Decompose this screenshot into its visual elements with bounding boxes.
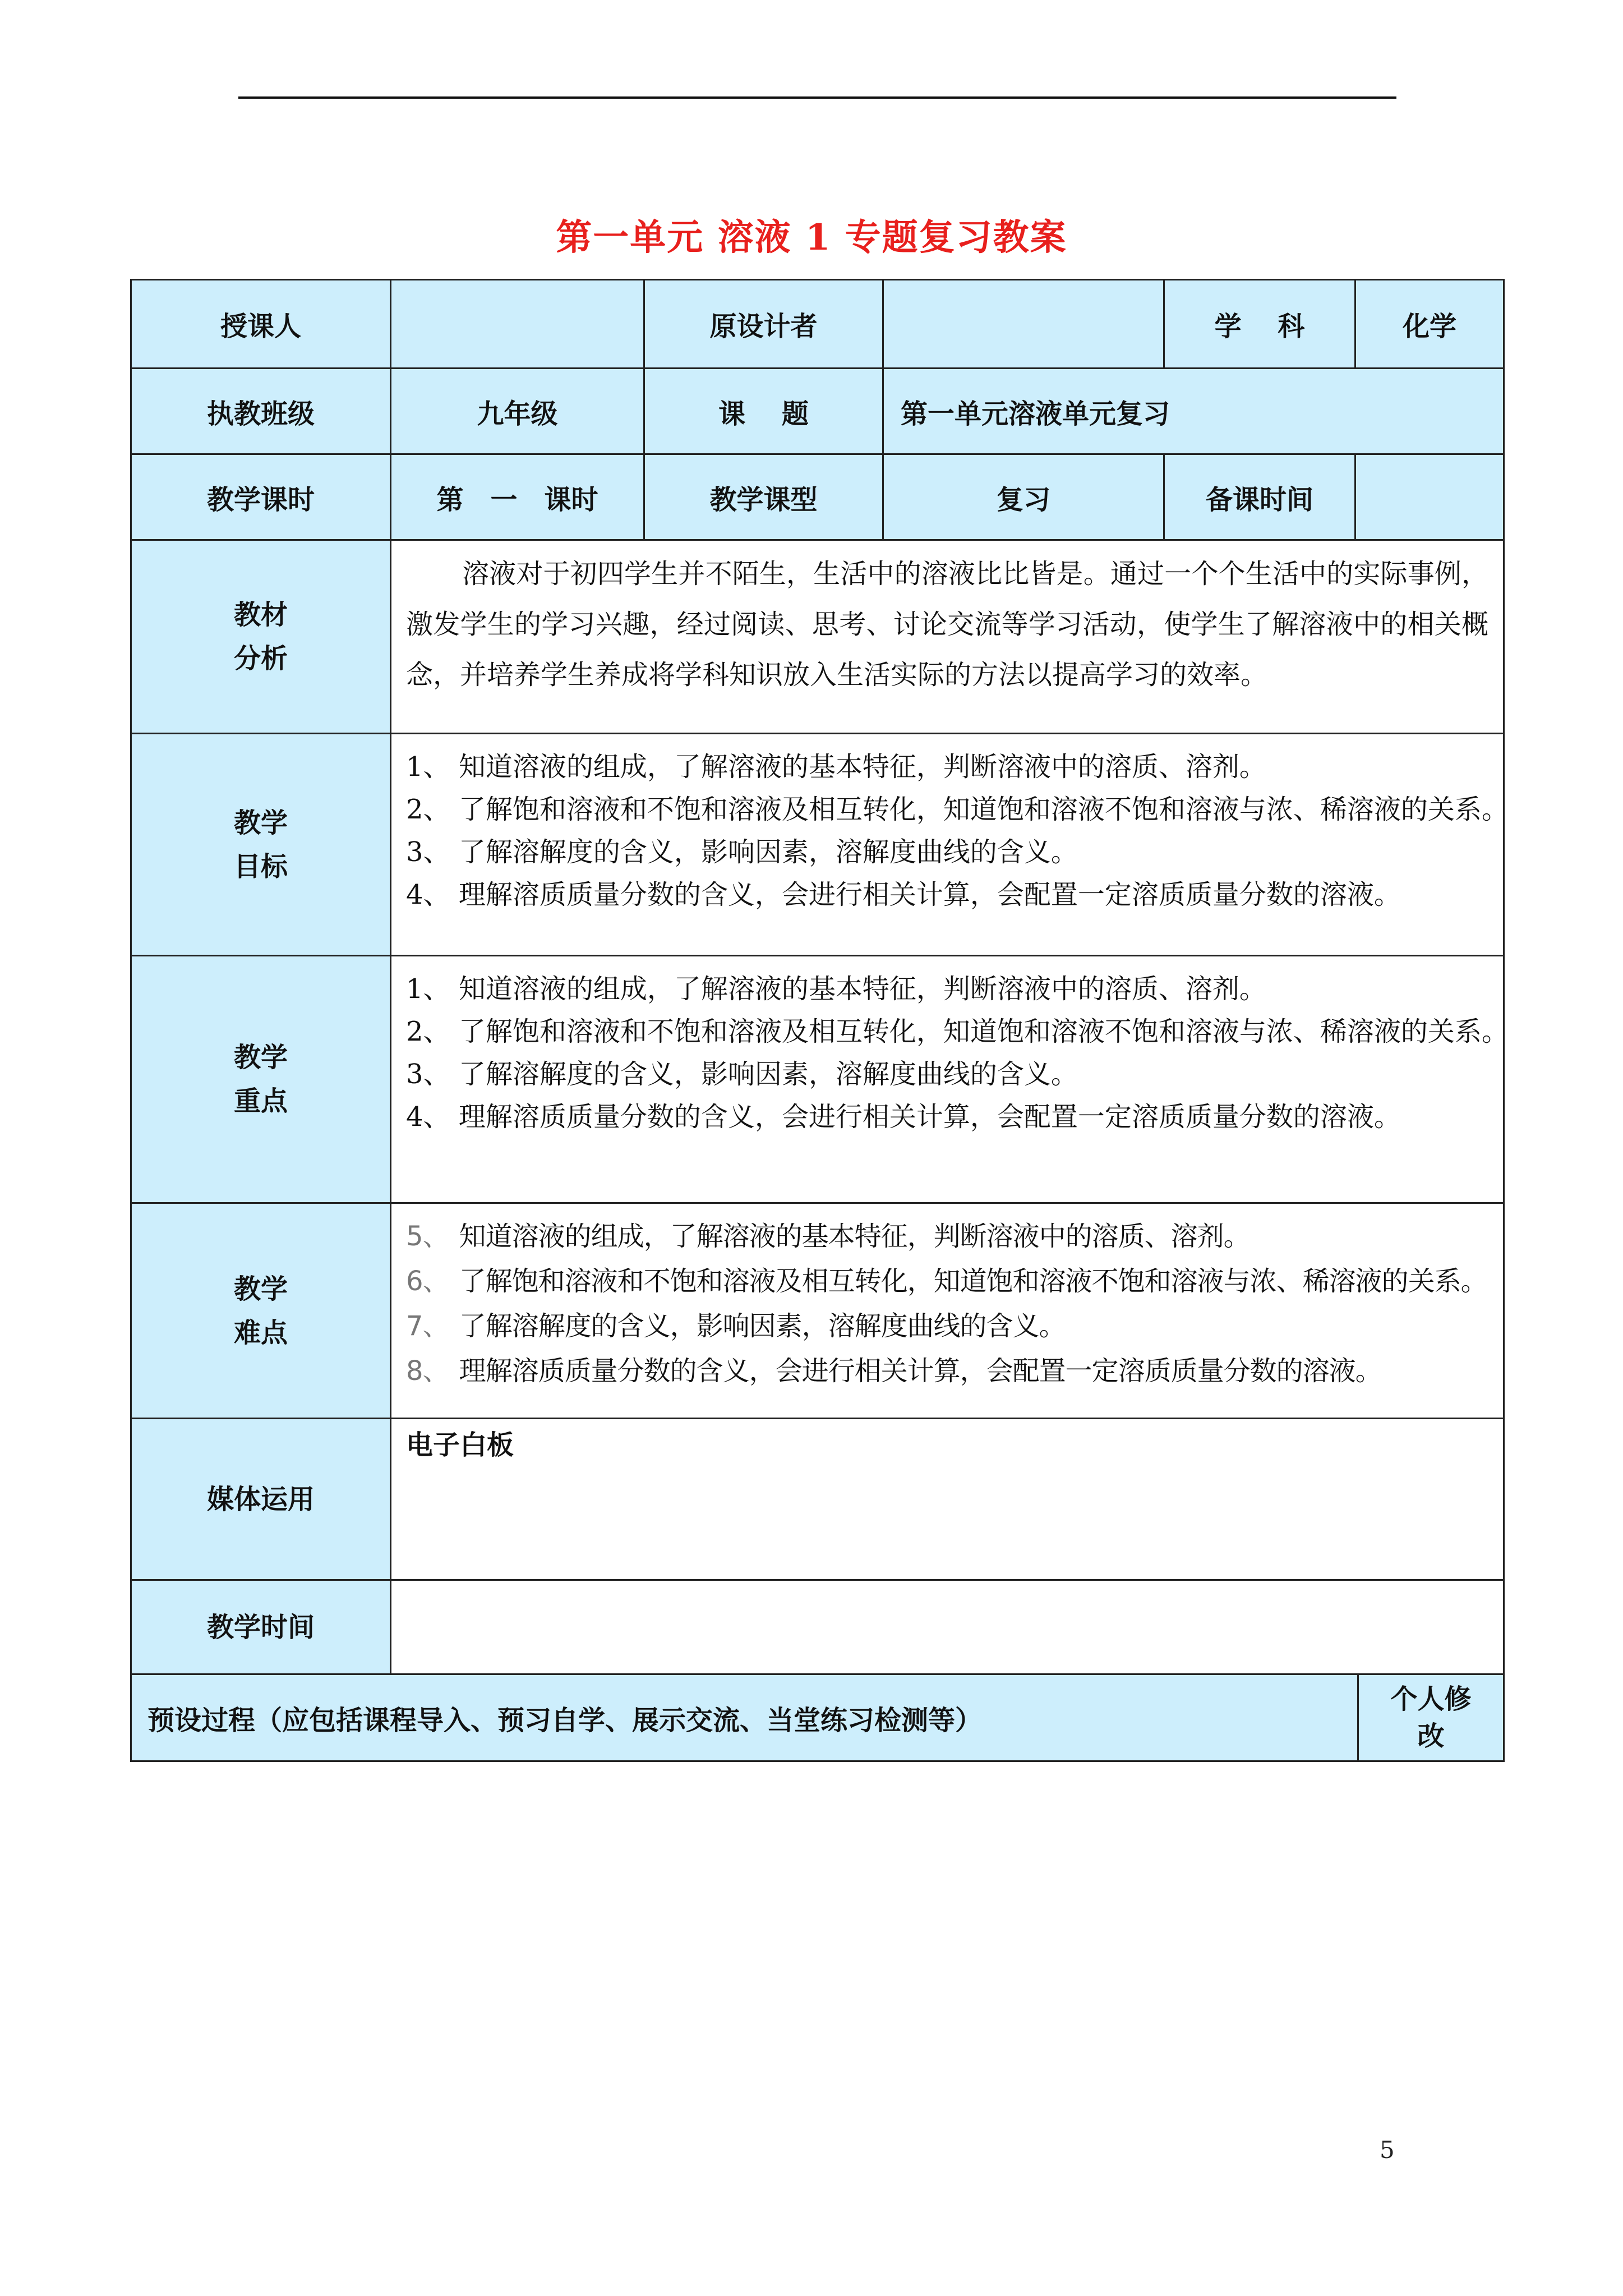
- key-points-label-line-1: 教学: [234, 1042, 288, 1073]
- media-label: 媒体运用: [131, 1419, 391, 1580]
- header-rule: [238, 96, 1396, 99]
- key-points-label-line-2: 重点: [234, 1085, 288, 1117]
- difficulties-label-line-1: 教学: [234, 1273, 288, 1305]
- goals-row: [131, 734, 1504, 956]
- key-points-content: [391, 956, 1509, 1203]
- prep-time-label: 备课时间: [1164, 454, 1355, 540]
- difficulty-number: 8、: [406, 1355, 449, 1387]
- material-label: [131, 540, 391, 734]
- difficulties-row: [131, 1203, 1504, 1419]
- material-content: [391, 540, 1504, 734]
- difficulty-text: 理解溶质质量分数的含义，会进行相关计算，会配置一定溶质质量分数的溶液。: [459, 1355, 1382, 1387]
- document-title: 第一单元 溶液 1 专题复习教案: [556, 217, 1067, 259]
- subject-value: 化学: [1355, 280, 1504, 369]
- teacher-value: [391, 280, 644, 369]
- material-row: [131, 540, 1504, 734]
- header-row-3: [131, 454, 1504, 540]
- material-text: 溶液对于初四学生并不陌生，生活中的溶液比比皆是。通过一个个生活中的实际事例，激发学生的学习兴趣，经过阅读、思考、讨论交流等学习活动，使学生了解溶液中的相关概念，并培养学生养成将学科知识放入生活实际的方法以提高学习的效率。: [406, 558, 1489, 691]
- designer-label: 原设计者: [644, 280, 883, 369]
- goal-item: 2、 了解饱和溶液和不饱和溶液及相互转化，知道饱和溶液不饱和溶液与浓、稀溶液的关系。: [406, 794, 1509, 825]
- revise-label: [1358, 1674, 1504, 1761]
- period-label: 教学课时: [131, 454, 391, 540]
- difficulty-text: 知道溶液的组成，了解溶液的基本特征，判断溶液中的溶质、溶剂。: [459, 1221, 1250, 1252]
- difficulty-text: 了解饱和溶液和不饱和溶液及相互转化，知道饱和溶液不饱和溶液与浓、稀溶液的关系。: [459, 1266, 1487, 1297]
- revise-label-line-1: 个人修: [1390, 1683, 1472, 1715]
- media-row: [131, 1419, 1504, 1580]
- difficulty-item: [406, 1259, 1488, 1304]
- difficulty-item: [406, 1214, 1488, 1259]
- time-label: 教学时间: [131, 1580, 391, 1674]
- goals-label: [131, 734, 391, 956]
- process-row: [131, 1674, 1504, 1761]
- class-value: 九年级: [391, 369, 644, 454]
- topic-label: 课 题: [644, 369, 883, 454]
- time-value: [391, 1580, 1504, 1674]
- header-row-1: [131, 280, 1504, 369]
- header-row-2: [131, 369, 1504, 454]
- goal-item: 4、 理解溶质质量分数的含义，会进行相关计算，会配置一定溶质质量分数的溶液。: [406, 879, 1401, 910]
- difficulty-text: 了解溶解度的含义，影响因素，溶解度曲线的含义。: [459, 1310, 1066, 1342]
- media-value: 电子白板: [391, 1419, 1504, 1580]
- material-label-line-1: 教材: [234, 599, 288, 631]
- difficulty-number: 7、: [406, 1310, 449, 1342]
- difficulties-content: [391, 1203, 1504, 1419]
- class-label: 执教班级: [131, 369, 391, 454]
- subject-label: 学 科: [1164, 280, 1355, 369]
- key-point-item: 1、 知道溶液的组成，了解溶液的基本特征，判断溶液中的溶质、溶剂。: [406, 973, 1266, 1005]
- teacher-label: 授课人: [131, 280, 391, 369]
- lesson-type-value: 复习: [883, 454, 1164, 540]
- difficulties-label: [131, 1203, 391, 1419]
- key-points-row: [131, 956, 1504, 1203]
- difficulties-label-line-2: 难点: [234, 1317, 288, 1349]
- material-label-line-2: 分析: [234, 643, 288, 674]
- goal-item: 3、 了解溶解度的含义，影响因素，溶解度曲线的含义。: [406, 836, 1078, 868]
- difficulty-item: [406, 1304, 1488, 1349]
- goals-label-line-1: 教学: [234, 807, 288, 839]
- key-point-item: 2、 了解饱和溶液和不饱和溶液及相互转化，知道饱和溶液不饱和溶液与浓、稀溶液的关系。: [406, 1016, 1509, 1047]
- period-value: 第 一 课时: [391, 454, 644, 540]
- prep-time-value: [1355, 454, 1504, 540]
- key-point-item: 4、 理解溶质质量分数的含义，会进行相关计算，会配置一定溶质质量分数的溶液。: [406, 1101, 1401, 1133]
- time-row: [131, 1580, 1504, 1674]
- process-label: 预设过程（应包括课程导入、预习自学、展示交流、当堂练习检测等）: [131, 1674, 1358, 1761]
- difficulty-item: [406, 1349, 1488, 1393]
- revise-label-line-2: 改: [1417, 1720, 1445, 1752]
- designer-value: [883, 280, 1164, 369]
- page-number: 5: [1380, 2136, 1395, 2164]
- difficulty-number: 5、: [406, 1221, 449, 1252]
- difficulty-number: 6、: [406, 1266, 449, 1297]
- goals-content: [391, 734, 1509, 956]
- goals-label-line-2: 目标: [234, 850, 288, 882]
- lesson-type-label: 教学课型: [644, 454, 883, 540]
- lesson-plan-table: [130, 279, 1509, 1762]
- key-points-label: [131, 956, 391, 1203]
- topic-value: 第一单元溶液单元复习: [883, 369, 1504, 454]
- key-point-item: 3、 了解溶解度的含义，影响因素，溶解度曲线的含义。: [406, 1059, 1078, 1090]
- goal-item: 1、 知道溶液的组成，了解溶液的基本特征，判断溶液中的溶质、溶剂。: [406, 751, 1266, 783]
